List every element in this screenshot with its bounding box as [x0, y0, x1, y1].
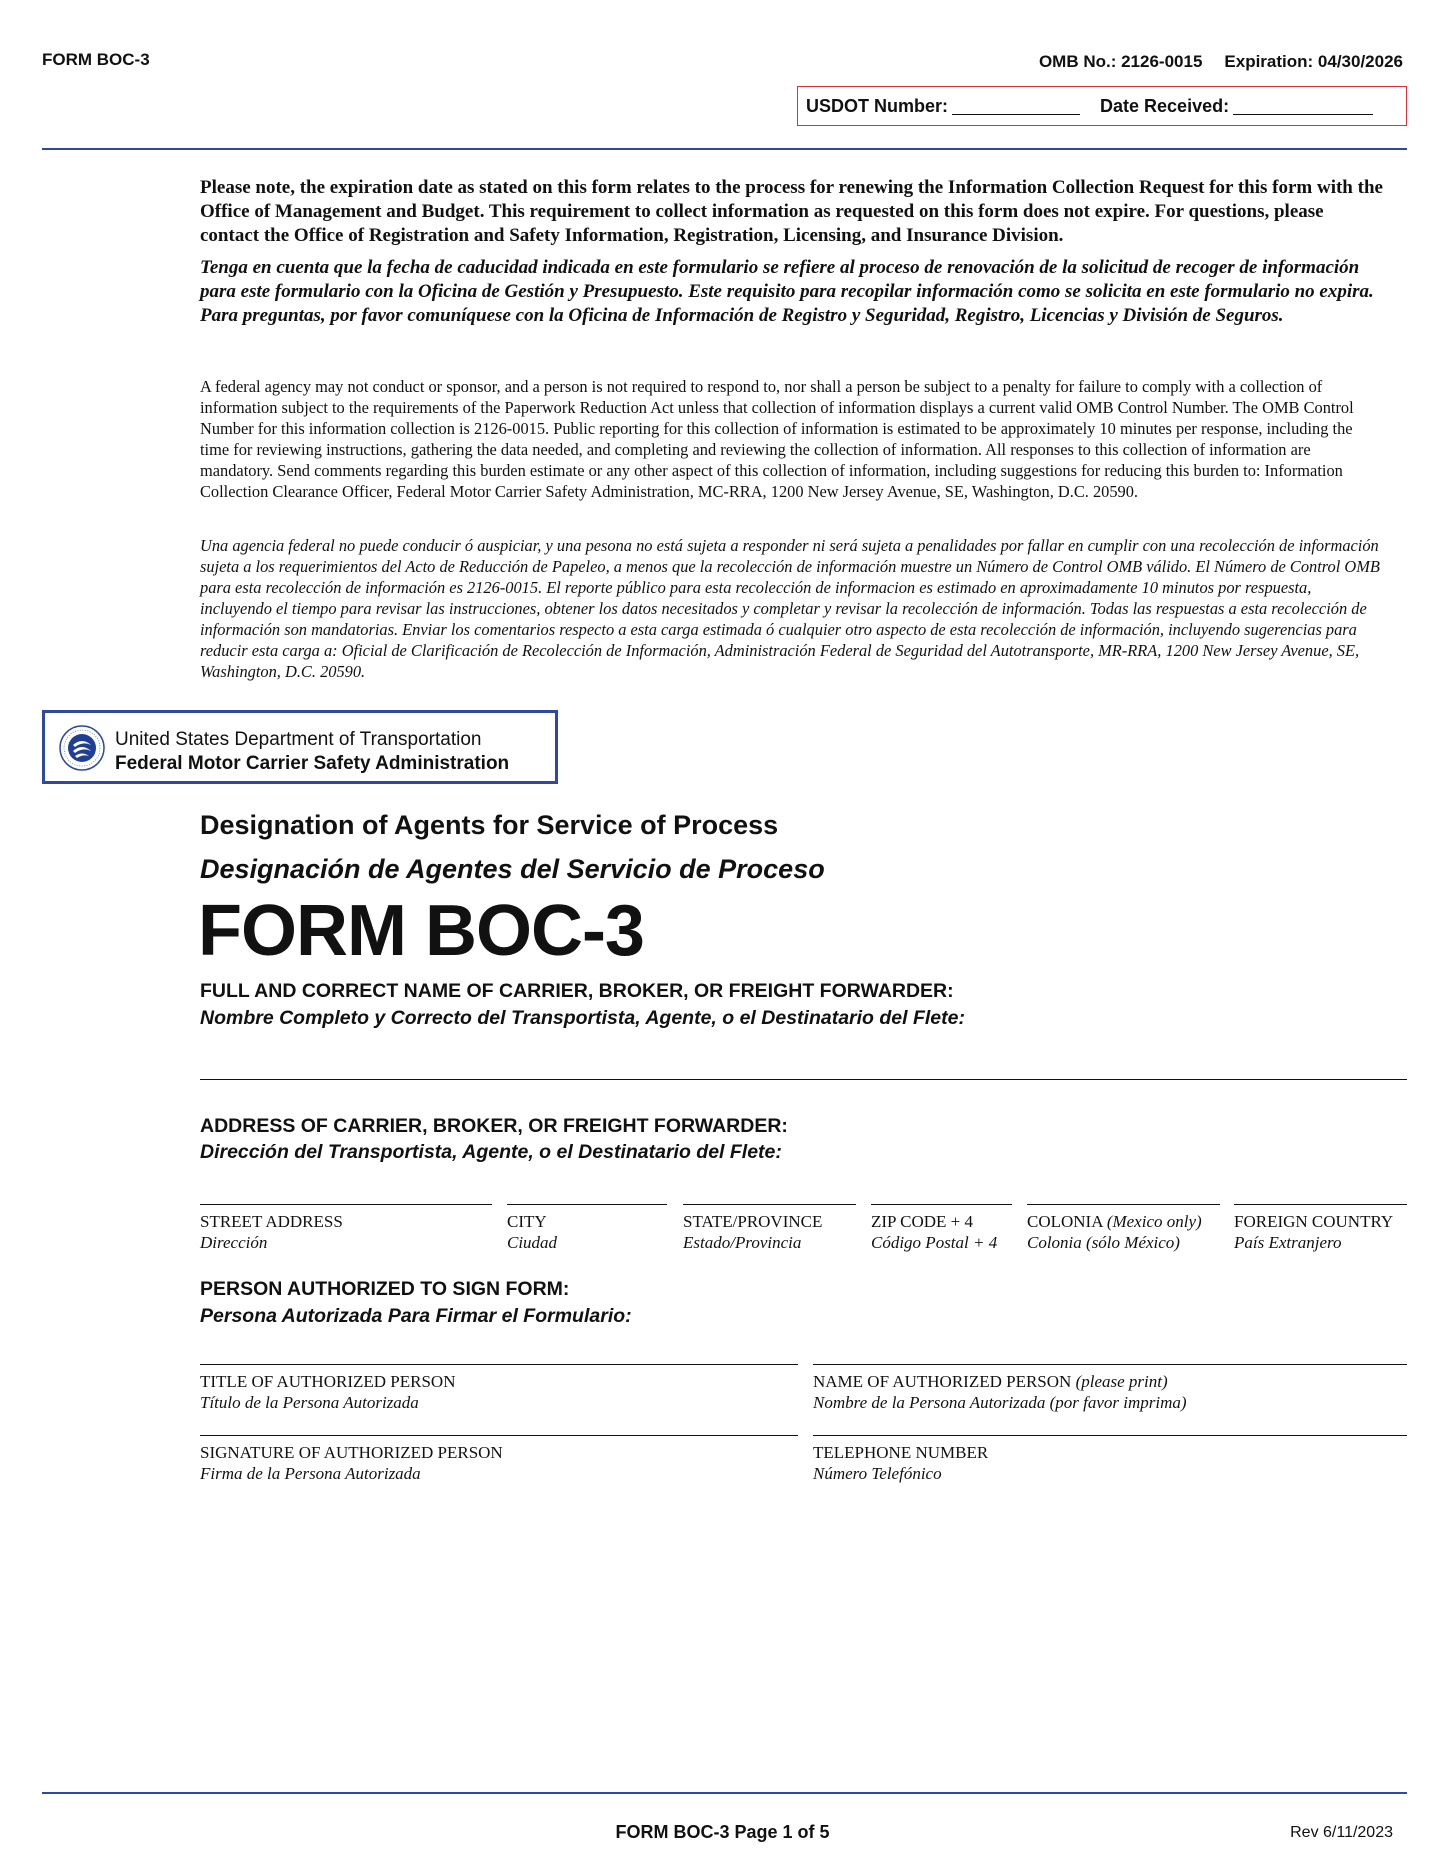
agency-department-name: United States Department of Transportation [115, 729, 482, 750]
expiration-notice-spanish: Tenga en cuenta que la fecha de caducidad indicada en este formulario se refiere al proceso de renovación de la solicitud de recoger de información para este formulario con la Oficina de Gestión y Presupuesto. Este requisito para recopilar información como se solicita en este formulario no expira. Para preguntas, por favor comuníquese con la Oficina de Información de Registro y Seguridad, Registro, Licencias y División de Seguros. [200, 257, 1374, 326]
street-address-caption: STREET ADDRESS Dirección [200, 1212, 343, 1252]
foreign-country-field[interactable] [1234, 1204, 1407, 1205]
state-province-field[interactable] [683, 1204, 856, 1205]
expiration-date: Expiration: 04/30/2026 [1224, 52, 1403, 71]
authorized-title-caption: TITLE OF AUTHORIZED PERSON Título de la Persona Autorizada [200, 1372, 456, 1412]
usdot-number-label: USDOT Number: [806, 95, 949, 116]
address-label-english: ADDRESS OF CARRIER, BROKER, OR FREIGHT FORWARDER: [200, 1115, 788, 1137]
street-address-field[interactable] [200, 1204, 492, 1205]
agency-logo-block [42, 710, 558, 784]
colonia-caption: COLONIA (Mexico only) Colonia (sólo México) [1027, 1212, 1202, 1252]
carrier-name-label-spanish: Nombre Completo y Correcto del Transportista, Agente, o el Destinatario del Flete: [200, 1007, 965, 1029]
revision-date: Rev 6/11/2023 [1290, 1824, 1393, 1841]
form-id: FORM BOC-3 [42, 50, 150, 69]
zip-code-caption: ZIP CODE + 4 Código Postal + 4 [871, 1212, 998, 1252]
paperwork-notice-spanish: Una agencia federal no puede conducir ó auspiciar, y una pesona no está sujeta a responder ni será sujeta a penalidades por fallar en cumplir con una recolección de información sujeta a los requerimientos del Acto de Reducción de Papeleo, a menos que la recolección de información muestre un Número de Control OMB válido. El Número de Control OMB para esta recolección de información es 2126-0015. El reporte público para esta recolección de informacion es estimado en aproximadamente 10 minutos por respuesta, incluyendo el tiempo para revisar las instrucciones, obtener los datos necesitados y completar y revisar la recolección de información. Todas las respuestas a esta recolección de información son mandatorias. Enviar los comentarios respecto a esta carga estimada ó cualquier otro aspecto de esta recolección de información, incluyendo sugerencias para reducir esta carga a: Oficial de Clarificación de Recolección de Información, Administración Federal de Seguridad del Autotransporte, MR-RRA, 1200 New Jersey Avenue, SE, Washington, D.C. 20590. [200, 536, 1380, 681]
state-province-caption: STATE/PROVINCE Estado/Provincia [683, 1212, 823, 1252]
page-number: FORM BOC-3 Page 1 of 5 [615, 1822, 830, 1842]
address-label-spanish: Dirección del Transportista, Agente, o el Destinatario del Flete: [200, 1141, 782, 1163]
date-received-field[interactable] [1233, 98, 1373, 115]
footer-divider [42, 1792, 1407, 1794]
authorized-name-field[interactable] [813, 1364, 1407, 1365]
form-title-english: Designation of Agents for Service of Process [200, 810, 779, 840]
header-divider [42, 148, 1407, 150]
city-field[interactable] [507, 1204, 667, 1205]
foreign-country-caption: FOREIGN COUNTRY País Extranjero [1234, 1212, 1394, 1252]
colonia-field[interactable] [1027, 1204, 1220, 1205]
telephone-caption: TELEPHONE NUMBER Número Telefónico [813, 1443, 989, 1483]
authorized-title-field[interactable] [200, 1364, 798, 1365]
carrier-name-field[interactable] [200, 1079, 1407, 1080]
signature-caption: SIGNATURE OF AUTHORIZED PERSON Firma de la Persona Autorizada [200, 1443, 503, 1483]
carrier-name-label-english: FULL AND CORRECT NAME OF CARRIER, BROKER, OR FREIGHT FORWARDER: [200, 980, 954, 1002]
authorized-person-label-spanish: Persona Autorizada Para Firmar el Formulario: [200, 1305, 632, 1327]
zip-code-field[interactable] [871, 1204, 1012, 1205]
omb-number: OMB No.: 2126-0015 [1038, 52, 1203, 71]
office-use-box [797, 86, 1407, 126]
signature-field[interactable] [200, 1435, 798, 1436]
usdot-number-field[interactable] [952, 98, 1080, 115]
dot-seal-icon [59, 725, 105, 771]
expiration-notice-english: Please note, the expiration date as stated on this form relates to the process for renewing the Information Collection Request for this form with the Office of Management and Budget. This requirement to collect information as requested on this form does not expire. For questions, please contact the Office of Registration and Safety Information, Registration, Licensing, and Insurance Division. [200, 177, 1383, 246]
paperwork-notice-english: A federal agency may not conduct or sponsor, and a person is not required to respond to, nor shall a person be subject to a penalty for failure to comply with a collection of information subject to the requirements of the Paperwork Reduction Act unless that collection of information displays a current valid OMB Control Number. The OMB Control Number for this information collection is 2126-0015. Public reporting for this collection of information is estimated to be approximately 10 minutes per response, including the time for reviewing instructions, gathering the data needed, and completing and reviewing the collection of information. All responses to this collection of information are mandatory. Send comments regarding this burden estimate or any other aspect of this collection of information, including suggestions for reducing this burden to: Information Collection Clearance Officer, Federal Motor Carrier Safety Administration, MC-RRA, 1200 New Jersey Avenue, SE, Washington, D.C. 20590. [200, 377, 1354, 501]
agency-administration-name: Federal Motor Carrier Safety Administration [115, 753, 510, 774]
form-title: FORM BOC-3 [198, 891, 644, 971]
form-title-spanish: Designación de Agentes del Servicio de Proceso [200, 854, 825, 884]
telephone-field[interactable] [813, 1435, 1407, 1436]
city-caption: CITY Ciudad [507, 1212, 558, 1252]
omb-info [1039, 52, 1403, 72]
authorized-name-caption: NAME OF AUTHORIZED PERSON (please print) Nombre de la Persona Autorizada (por favor imprima) [813, 1372, 1187, 1412]
authorized-person-label-english: PERSON AUTHORIZED TO SIGN FORM: [200, 1278, 570, 1300]
date-received-label: Date Received: [1100, 95, 1230, 116]
